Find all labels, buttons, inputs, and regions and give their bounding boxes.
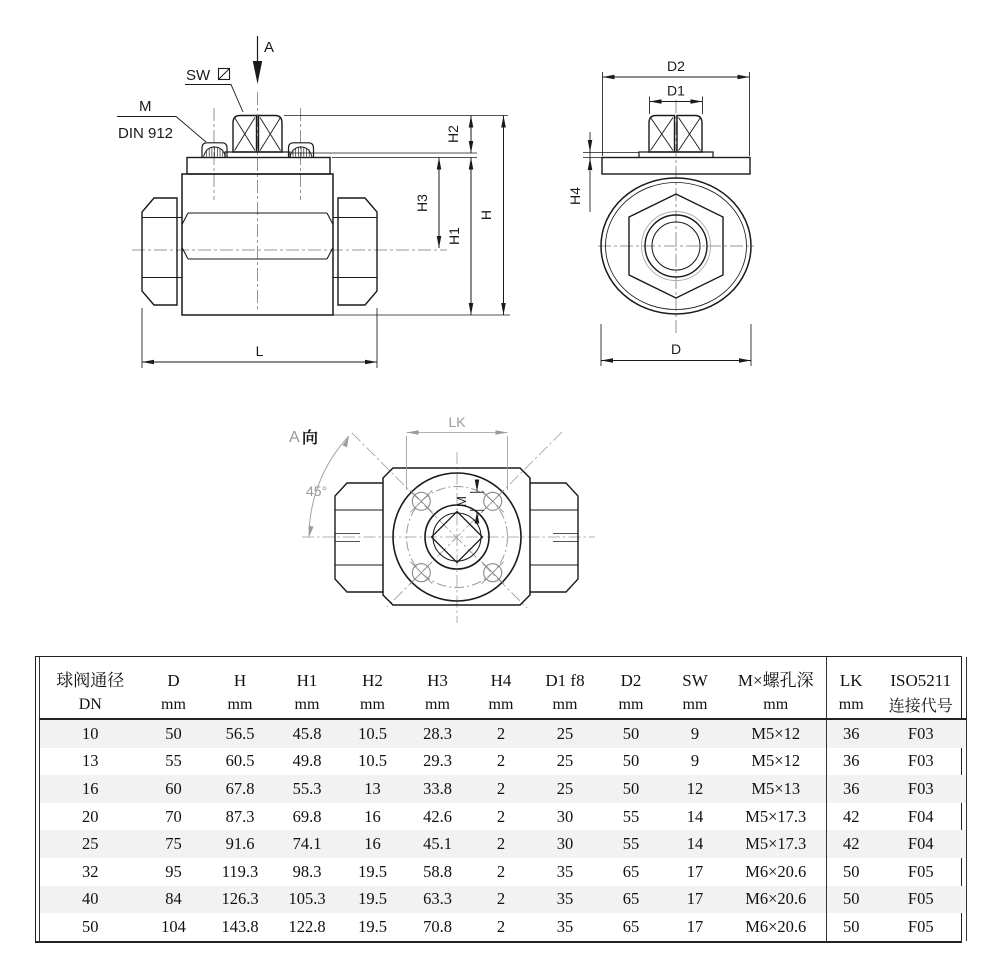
dim-label-h3: H3 [414, 194, 430, 212]
table-cell: 17 [686, 889, 704, 909]
table-cell: 104 [161, 916, 186, 936]
column-header: H [233, 671, 247, 690]
table-cell: 69.8 [292, 806, 322, 826]
dim-label-lk: LK [448, 414, 466, 430]
column-header: H3 [427, 671, 448, 690]
top-view [289, 414, 595, 623]
table-cell: 143.8 [221, 916, 259, 936]
table-cell: 95 [165, 861, 182, 881]
column-header: SW [682, 671, 708, 690]
table-cell: 10.5 [358, 723, 387, 743]
table-row [39, 719, 966, 748]
column-header: ISO5211 [890, 671, 952, 690]
side-centerlines [598, 100, 754, 334]
table-cell: 35 [556, 861, 574, 881]
table-cell: M6×20.6 [745, 861, 807, 881]
sw-leader-line [185, 85, 243, 113]
table-cell: 75 [165, 834, 182, 854]
top-hex-cap-right-lines [530, 510, 578, 565]
table-cell: 55.3 [292, 778, 322, 798]
table-row [39, 858, 966, 886]
table-cell: 35 [556, 889, 574, 909]
table-body [39, 719, 966, 941]
view-a-direction-suffix: 向 [302, 430, 319, 447]
table-cell: 36 [826, 748, 876, 776]
table-cell: F05 [907, 861, 934, 881]
table-cell: 70.8 [423, 916, 452, 936]
table-cell: 2 [496, 751, 506, 771]
table-cell: 35 [556, 916, 574, 936]
socket-screw-left [202, 143, 227, 157]
column-unit: mm [826, 691, 876, 719]
table-cell: 16 [364, 834, 381, 854]
dim-label-h2: H2 [445, 125, 461, 143]
table-cell: 60 [165, 778, 182, 798]
column-header: LK [826, 657, 876, 691]
table-cell: 30 [556, 834, 574, 854]
table-cell: F04 [907, 834, 934, 854]
table-cell: 25 [556, 778, 574, 798]
table-cell: 40 [82, 889, 99, 909]
column-unit: mm [206, 691, 274, 719]
table-cell: M6×20.6 [745, 889, 807, 909]
table-row [39, 748, 966, 776]
side-stem-nut [649, 116, 702, 153]
table-cell: 25 [82, 834, 99, 854]
view-a-direction-prefix: A [289, 429, 300, 446]
din-label: DIN 912 [118, 125, 174, 142]
table-cell: 16 [364, 806, 381, 826]
table-cell: 84 [165, 889, 182, 909]
column-unit: mm [598, 691, 664, 719]
table-cell: 42 [826, 803, 876, 831]
dim-label-h: H [478, 209, 494, 221]
table-cell: 50 [622, 778, 640, 798]
table-cell: 16 [82, 778, 99, 798]
table-cell: 28.3 [423, 723, 452, 743]
table-cell: 10 [82, 723, 99, 743]
table-cell: 2 [496, 723, 506, 743]
table-cell: 14 [686, 834, 704, 854]
table-cell: 14 [686, 806, 704, 826]
table-cell: F03 [907, 778, 934, 798]
table-cell: 12 [686, 778, 704, 798]
table-cell: 50 [826, 858, 876, 886]
top-hex-cap-left [335, 483, 383, 592]
table-cell: 50 [82, 916, 99, 936]
column-unit: mm [470, 691, 532, 719]
table-cell: M6×20.6 [745, 916, 807, 936]
table-cell: 60.5 [225, 751, 255, 771]
table-cell: 29.3 [423, 751, 452, 771]
table-cell: 50 [165, 723, 182, 743]
dim-label-h4: H4 [567, 187, 583, 205]
table-cell: 19.5 [358, 889, 387, 909]
table-cell: 33.8 [423, 778, 452, 798]
table-cell: 91.6 [225, 834, 255, 854]
column-header: D2 [620, 671, 642, 690]
table-cell: 45.1 [423, 834, 452, 854]
table-cell: 32 [82, 861, 99, 881]
table-cell: 55 [622, 806, 640, 826]
column-unit: 连接代号 [876, 691, 966, 719]
table-cell: 87.3 [225, 806, 255, 826]
dim-label-m: M [454, 496, 469, 507]
table-header-row1 [39, 657, 966, 691]
sw-label: SW [186, 67, 211, 84]
column-unit: mm [405, 691, 470, 719]
dim-label-l: L [255, 343, 264, 359]
table-cell: M5×12 [751, 751, 801, 771]
column-unit: mm [532, 691, 598, 719]
hex-end-cap-right [338, 198, 377, 305]
column-header: 球阀通径 [56, 671, 125, 690]
table-cell: 122.8 [288, 916, 326, 936]
column-header: H4 [490, 671, 512, 690]
table-row [39, 886, 966, 914]
column-unit: mm [340, 691, 405, 719]
table-cell: 19.5 [358, 916, 387, 936]
table-cell: 2 [496, 861, 506, 881]
table-cell: 45.8 [292, 723, 322, 743]
table-cell: 55 [165, 751, 182, 771]
angle-45-label: 45° [306, 483, 328, 499]
dimension-table-wrapper [35, 656, 962, 943]
column-header: H2 [362, 671, 383, 690]
table-cell: 10.5 [358, 751, 387, 771]
square-symbol-slash [219, 69, 230, 80]
table-cell: 2 [496, 889, 506, 909]
table-cell: F03 [907, 723, 934, 743]
table-cell: 49.8 [292, 751, 322, 771]
table-cell: 50 [826, 913, 876, 941]
side-view [567, 58, 754, 366]
table-cell: 42 [826, 830, 876, 858]
table-cell: 19.5 [358, 861, 387, 881]
column-header: D1 f8 [545, 671, 585, 690]
table-cell: M5×13 [751, 778, 801, 798]
table-cell: F03 [907, 751, 934, 771]
dim-h4-lines [583, 132, 639, 212]
table-cell: F05 [907, 916, 934, 936]
table-header-row2 [39, 691, 966, 719]
dim-label-h1: H1 [446, 227, 462, 245]
table-cell: M5×17.3 [745, 806, 807, 826]
table-cell: 25 [556, 751, 574, 771]
dimension-table [39, 657, 967, 941]
table-cell: 9 [690, 751, 700, 771]
top-hex-cap-left-lines [335, 510, 383, 565]
table-cell: 2 [496, 778, 506, 798]
column-header: D [167, 671, 180, 690]
table-cell: 25 [556, 723, 574, 743]
hex-cap-right-flats [333, 218, 377, 278]
table-cell: 42.6 [423, 806, 452, 826]
table-cell: 65 [622, 861, 640, 881]
column-unit: mm [274, 691, 340, 719]
top-hex-cap-right [530, 483, 578, 592]
column-unit: mm [726, 691, 826, 719]
front-view [117, 36, 510, 368]
table-cell: 126.3 [221, 889, 259, 909]
table-cell: 65 [622, 916, 640, 936]
table-cell: 56.5 [225, 723, 255, 743]
table-row [39, 913, 966, 941]
table-cell: 63.3 [423, 889, 452, 909]
dim-label-d: D [670, 341, 682, 357]
column-unit: mm [141, 691, 206, 719]
table-cell: 36 [826, 775, 876, 803]
table-cell: 36 [826, 719, 876, 748]
table-cell: 2 [496, 834, 506, 854]
table-row [39, 775, 966, 803]
table-cell: 70 [165, 806, 182, 826]
table-cell: 105.3 [288, 889, 326, 909]
table-row [39, 803, 966, 831]
table-cell: 50 [826, 886, 876, 914]
table-cell: 13 [364, 778, 381, 798]
table-row [39, 830, 966, 858]
dim-label-d1: D1 [667, 82, 685, 99]
hex-cap-left-flats [142, 218, 182, 278]
mounting-plate [187, 158, 330, 175]
column-unit: DN [39, 691, 141, 719]
dim-label-d2: D2 [667, 58, 685, 74]
top-centerlines [302, 432, 595, 623]
column-header: M×螺孔深 [737, 671, 814, 690]
socket-screw-right [289, 143, 314, 157]
table-cell: F05 [907, 889, 934, 909]
top-body-outline [383, 468, 530, 605]
table-cell: 50 [622, 751, 640, 771]
view-a-arrowhead [253, 61, 262, 84]
angle-arc-arrow-bottom [309, 526, 314, 537]
table-cell: 74.1 [292, 834, 322, 854]
table-cell: 2 [496, 916, 506, 936]
table-cell: 2 [496, 806, 506, 826]
table-cell: 119.3 [221, 861, 259, 881]
table-cell: F04 [907, 806, 934, 826]
table-cell: 17 [686, 861, 704, 881]
column-header: H1 [296, 671, 318, 690]
table-cell: 13 [82, 751, 99, 771]
table-cell: 98.3 [292, 861, 322, 881]
table-cell: 58.8 [423, 861, 452, 881]
table-cell: M5×17.3 [745, 834, 807, 854]
table-cell: 50 [622, 723, 640, 743]
hex-end-cap-left [142, 198, 177, 305]
table-cell: 30 [556, 806, 574, 826]
table-cell: 20 [82, 806, 99, 826]
table-cell: 17 [686, 916, 704, 936]
column-unit: mm [664, 691, 726, 719]
table-cell: M5×12 [751, 723, 801, 743]
table-cell: 9 [690, 723, 700, 743]
table-head [39, 657, 966, 719]
table-cell: 67.8 [225, 778, 255, 798]
screw-m-label: M [139, 98, 152, 115]
view-a-label: A [264, 39, 275, 56]
table-cell: 55 [622, 834, 640, 854]
table-cell: 65 [622, 889, 640, 909]
